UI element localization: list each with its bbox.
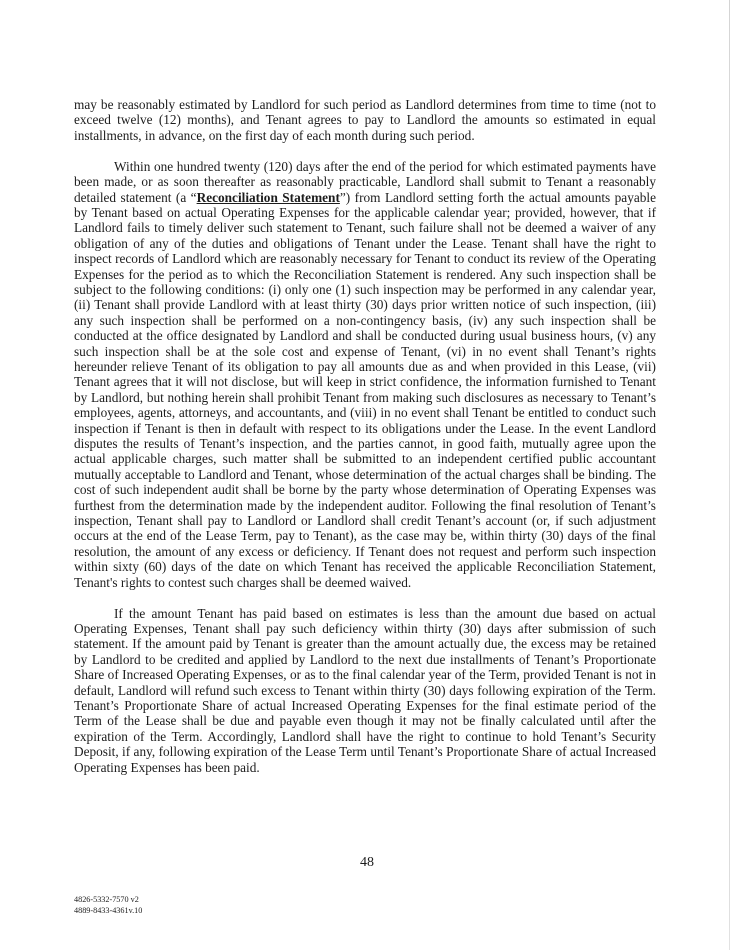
document-identifiers <box>74 895 142 916</box>
paragraph-reconciliation-statement <box>74 159 656 590</box>
document-body <box>74 97 656 791</box>
paragraph-deficiency-excess: If the amount Tenant has paid based on estimates is less than the amount due based on actual Operating Expenses, Tenant shall pay such deficiency within thirty (30) days after submission of such statement. If the amount paid by Tenant is greater than the amount actually due, the excess may be retained by Landlord to be credited and applied by Landlord to the next due installments of Tenant’s Proportionate Share of Increased Operating Expenses, or as to the final calendar year of the Term, provided Tenant is not in default, Landlord will refund such excess to Tenant within thirty (30) days following expiration of the Term. Tenant’s Proportionate Share of actual Increased Operating Expenses for the final estimate period of the Term of the Lease shall be due and payable even though it may not be finally calculated until after the expiration of the Term. Accordingly, Landlord shall have the right to continue to hold Tenant’s Security Deposit, if any, following expiration of the Lease Term until Tenant’s Proportionate Share of actual Increased Operating Expenses has been paid. <box>74 605 656 775</box>
paragraph-estimated-payments: may be reasonably estimated by Landlord for such period as Landlord determines from time to time (not to exceed twelve (12) months), and Tenant agrees to pay to Landlord the amounts so estimated in equal installments, in advance, on the first day of each month during such period. <box>74 97 656 143</box>
defined-term-reconciliation-statement: Reconciliation Statement <box>196 189 340 205</box>
document-id-1: 4826-5332-7570 v2 <box>74 895 139 904</box>
scan-edge-line <box>729 0 730 950</box>
paragraph-text-before-term: Within one hundred twenty (120) days after the end of the period for which estimated payments have been made, or as soon thereafter as reasonably practicable, Landlord shall submit to Tenant a reasonably detailed statement (a “ <box>74 158 656 205</box>
page-number: 48 <box>360 855 374 870</box>
paragraph-text-after-term: ”) from Landlord setting forth the actual amounts payable by Tenant based on actual Operating Expenses for the applicable calendar year; provided, however, that if Landlord fails to timely deliver such statement to Tenant, such failure shall not be deemed a waiver of any obligation of any of the duties and obligations of Tenant under the Lease. Tenant shall have the right to inspect records of Landlord which are reasonably necessary for Tenant to conduct its review of the Operating Expenses for the period as to which the Reconciliation Statement is rendered. Any such inspection shall be subject to the following conditions: (i) only one (1) such inspection may be performed in any calendar year, (ii) Tenant shall provide Landlord with at least thirty (30) days prior written notice of such inspection, (iii) any such inspection shall be performed on a non-contingency basis, (iv) any such inspection shall be conducted at the office designated by Landlord and shall be conducted during usual business hours, (v) any such inspection shall be at the sole cost and expense of Tenant, (vi) in no event shall Tenant’s rights hereunder relieve Tenant of its obligation to pay all amounts due as and when provided in this Lease, (vii) Tenant agrees that it will not disclose, but will keep in strict confidence, the information furnished to Tenant by Landlord, but nothing herein shall prohibit Tenant from making such disclosures as necessary to Tenant’s employees, agents, attorneys, and accountants, and (viii) in no event shall Tenant be entitled to conduct such inspection if Tenant is then in default with respect to its obligations under the Lease. In the event Landlord disputes the results of Tenant’s inspection, and the parties cannot, in good faith, mutually agree upon the actual applicable charges, such matter shall be submitted to an independent certified public accountant mutually acceptable to Landlord and Tenant, whose determination of the actual charges shall be binding. The cost of such independent audit shall be borne by the party whose determination of Operating Expenses was furthest from the determination made by the independent auditor. Following the final resolution of Tenant’s inspection, Tenant shall pay to Landlord or Landlord shall credit Tenant’s account (or, if such adjustment occurs at the end of the Lease Term, pay to Tenant), as the case may be, within thirty (30) days of the final resolution, the amount of any excess or deficiency. If Tenant does not request and perform such inspection within sixty (60) days of the date on which Tenant has received the applicable Reconciliation Statement, Tenant's rights to contest such charges shall be deemed waived. <box>74 189 656 590</box>
document-id-2: 4889-8433-4361v.10 <box>74 905 143 915</box>
